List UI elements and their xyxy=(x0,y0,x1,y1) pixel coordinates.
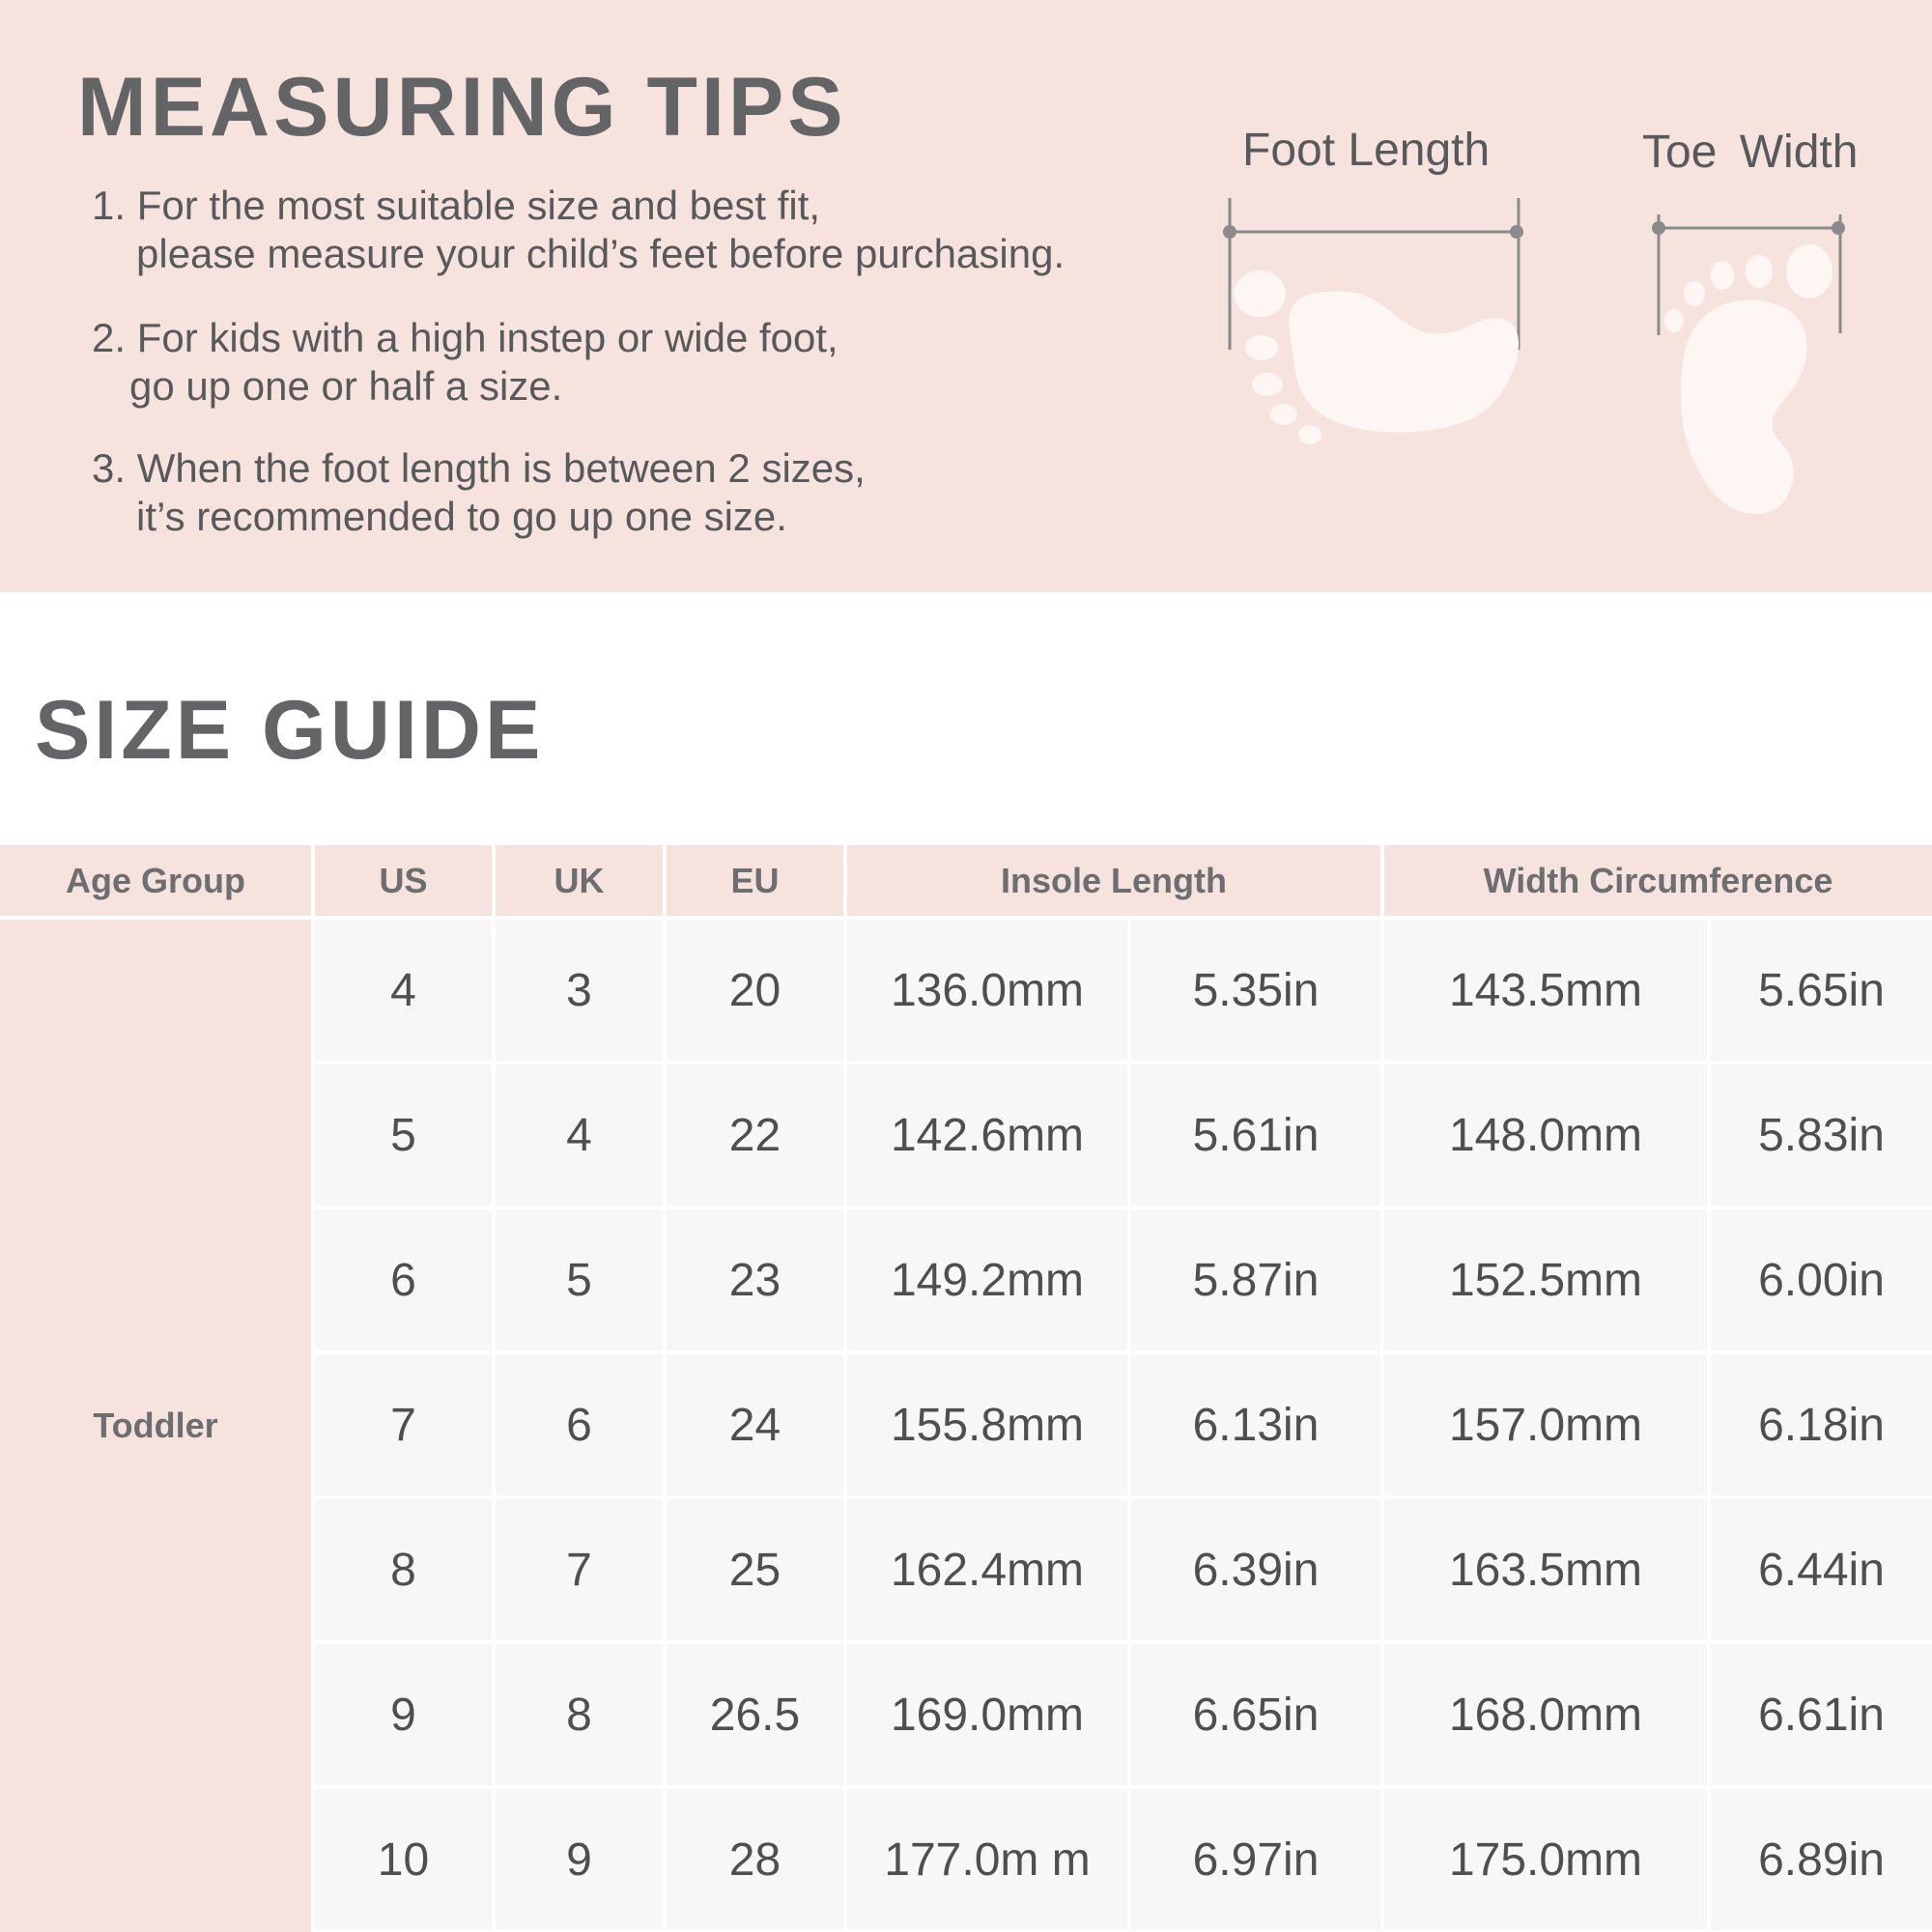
cell-uk: 8 xyxy=(496,1644,663,1785)
tip-1-line-1: 1. For the most suitable size and best fit, xyxy=(92,183,821,228)
cell-insole-in: 6.97in xyxy=(1131,1789,1380,1930)
cell-insole-in: 5.35in xyxy=(1131,920,1380,1061)
cell-eu: 22 xyxy=(667,1065,843,1206)
cell-insole-mm: 142.6mm xyxy=(847,1065,1127,1206)
tip-3-line-1: 3. When the foot length is between 2 sizes, xyxy=(92,445,866,491)
cell-uk: 3 xyxy=(496,920,663,1061)
header-eu: EU xyxy=(667,845,843,916)
cell-insole-mm: 149.2mm xyxy=(847,1209,1127,1350)
cell-eu: 24 xyxy=(667,1354,843,1495)
cell-width-mm: 168.0mm xyxy=(1384,1644,1707,1785)
cell-width-mm: 175.0mm xyxy=(1384,1789,1707,1930)
cell-width-mm: 143.5mm xyxy=(1384,920,1707,1061)
measuring-tips-panel xyxy=(0,0,1932,592)
cell-us: 9 xyxy=(315,1644,492,1785)
cell-width-mm: 148.0mm xyxy=(1384,1065,1707,1206)
cell-insole-mm: 169.0mm xyxy=(847,1644,1127,1785)
cell-width-in: 5.83in xyxy=(1711,1065,1932,1206)
cell-insole-mm: 177.0m m xyxy=(847,1789,1127,1930)
cell-us: 4 xyxy=(315,920,492,1061)
cell-width-mm: 157.0mm xyxy=(1384,1354,1707,1495)
cell-uk: 5 xyxy=(496,1209,663,1350)
tip-2-line-2: go up one or half a size. xyxy=(129,363,563,409)
footprint-upright-icon xyxy=(1664,244,1833,514)
cell-width-in: 6.00in xyxy=(1711,1209,1932,1350)
header-width-circumference: Width Circumference xyxy=(1384,845,1932,916)
cell-eu: 23 xyxy=(667,1209,843,1350)
cell-insole-mm: 155.8mm xyxy=(847,1354,1127,1495)
measuring-diagram xyxy=(0,0,1932,592)
cell-uk: 7 xyxy=(496,1499,663,1640)
cell-insole-in: 6.65in xyxy=(1131,1644,1380,1785)
header-uk: UK xyxy=(496,845,663,916)
foot-length-label: Foot Length xyxy=(1242,125,1491,176)
cell-width-in: 6.44in xyxy=(1711,1499,1932,1640)
cell-us: 10 xyxy=(315,1789,492,1930)
size-guide-table xyxy=(0,845,1932,1932)
header-age-group: Age Group xyxy=(0,845,311,916)
cell-uk: 6 xyxy=(496,1354,663,1495)
cell-width-in: 6.89in xyxy=(1711,1789,1932,1930)
cell-eu: 20 xyxy=(667,920,843,1061)
cell-eu: 28 xyxy=(667,1789,843,1930)
cell-uk: 9 xyxy=(496,1789,663,1930)
cell-eu: 26.5 xyxy=(667,1644,843,1785)
header-us: US xyxy=(315,845,492,916)
cell-insole-in: 6.39in xyxy=(1131,1499,1380,1640)
cell-insole-mm: 162.4mm xyxy=(847,1499,1127,1640)
cell-width-in: 6.18in xyxy=(1711,1354,1932,1495)
cell-us: 5 xyxy=(315,1065,492,1206)
cell-eu: 25 xyxy=(667,1499,843,1640)
cell-insole-in: 6.13in xyxy=(1131,1354,1380,1495)
cell-width-mm: 163.5mm xyxy=(1384,1499,1707,1640)
toe-width-label: Toe Width xyxy=(1642,127,1859,178)
cell-insole-in: 5.87in xyxy=(1131,1209,1380,1350)
cell-uk: 4 xyxy=(496,1065,663,1206)
header-insole-length: Insole Length xyxy=(847,845,1380,916)
measuring-tips-title: MEASURING TIPS xyxy=(77,61,847,154)
age-group-cell: Toddler xyxy=(0,920,311,1932)
tip-1-line-2: please measure your child’s feet before purchasing. xyxy=(136,231,1065,276)
tip-3-line-2: it’s recommended to go up one size. xyxy=(136,494,787,539)
cell-us: 7 xyxy=(315,1354,492,1495)
cell-width-mm: 152.5mm xyxy=(1384,1209,1707,1350)
cell-insole-mm: 136.0mm xyxy=(847,920,1127,1061)
cell-width-in: 6.61in xyxy=(1711,1644,1932,1785)
size-guide-title: SIZE GUIDE xyxy=(35,684,545,777)
tip-2-line-1: 2. For kids with a high instep or wide foot, xyxy=(92,315,838,360)
cell-width-in: 5.65in xyxy=(1711,920,1932,1061)
cell-us: 8 xyxy=(315,1499,492,1640)
cell-insole-in: 5.61in xyxy=(1131,1065,1380,1206)
cell-us: 6 xyxy=(315,1209,492,1350)
footprint-icon xyxy=(1234,270,1519,444)
